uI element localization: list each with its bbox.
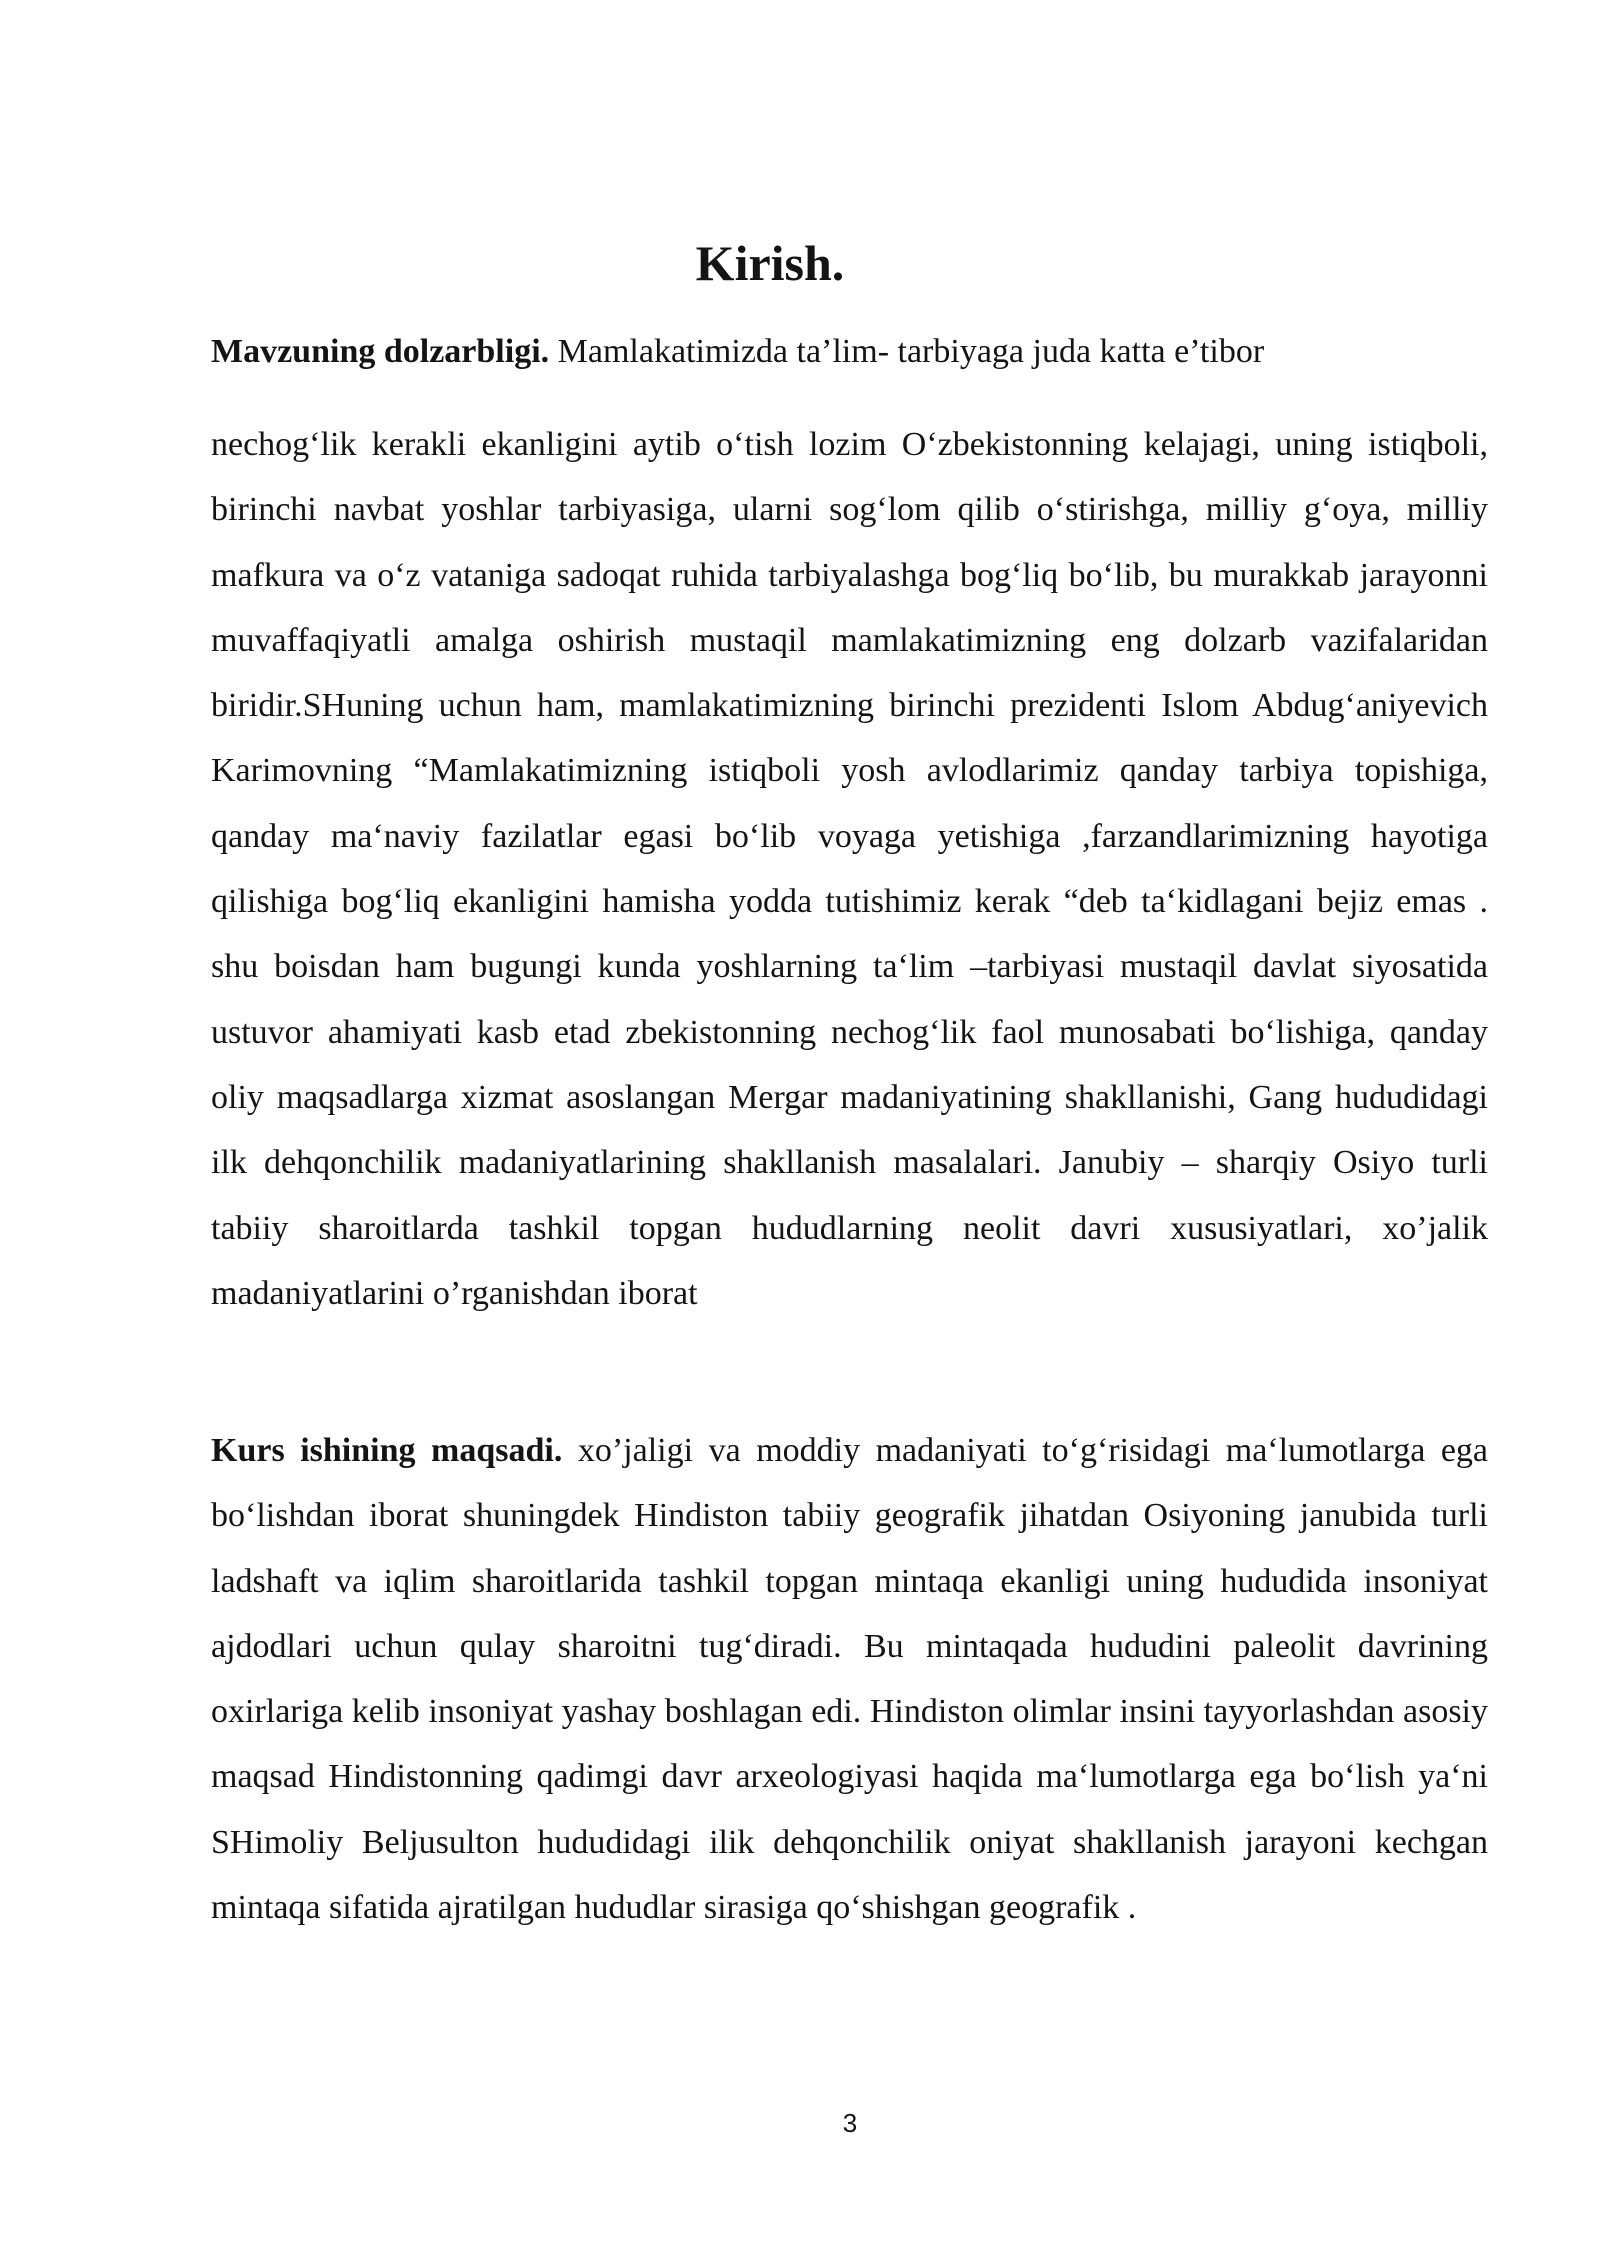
relevance-first-line-text: Mamlakatimizda ta’lim- tarbiyaga juda katta e’tibor — [557, 333, 1265, 370]
relevance-first-line — [211, 322, 1491, 382]
relevance-heading: Mavzuning dolzarbligi. — [211, 333, 550, 370]
relevance-paragraph: nechog‘lik kerakli ekanligini aytib o‘tish lozim O‘zbekistonning kelajagi, uning istiqboli, birinchi navbat yoshlar tarbiyasiga, ularni sog‘lom qilib o‘stirishga, milliy g‘oya, milliy mafkura va o‘z vataniga sadoqat ruhida tarbiyalashga bog‘liq bo‘lib, bu murakkab jarayonni muvaffaqiyatli amalga oshirish mustaqil mamlakatimizning eng dolzarb vazifalaridan biridir.SHuning uchun ham, mamlakatimizning birinchi prezidenti Islom Abdug‘aniyevich Karimovning “Mamlakatimizning istiqboli yosh avlodlarimiz qanday tarbiya topishiga, qanday ma‘naviy fazilatlar egasi bo‘lib voyaga yetishiga ,farzandlarimizning hayotiga qilishiga bog‘liq ekanligini hamisha yodda tutishimiz kerak “deb ta‘kidlagani bejiz emas . shu boisdan ham bugungi kunda yoshlarning ta‘lim –tarbiyasi mustaqil davlat siyosatida ustuvor ahamiyati kasb etad zbekistonning nechog‘lik faol munosabati bo‘lishiga, qanday oliy maqsadlarga xizmat asoslangan Mergar madaniyatining shakllanishi, Gang hududidagi ilk dehqonchilik madaniyatlarining shakllanish masalalari. Janubiy – sharqiy Osiyo turli tabiiy sharoitlarda tashkil topgan hududlarning neolit davri xususiyatlari, xo’jalik madaniyatlarini o’rganishdan iborat — [211, 426, 1488, 1312]
page-number: 3 — [842, 2108, 858, 2138]
goal-heading: Kurs ishining maqsadi. — [211, 1432, 563, 1469]
goal-text: xo’jaligi va moddiy madaniyati to‘g‘risidagi ma‘lumotlarga ega bo‘lishdan iborat shuningdek Hindiston tabiiy geografik jihatdan Osiyoning janubida turli ladshaft va iqlim sharoitlarida tashkil topgan mintaqa ekanligi uning hududida insoniyat ajdodlari uchun qulay sharoitni tug‘diradi. Bu mintaqada hududini paleolit davrining oxirlariga kelib insoniyat yashay boshlagan edi. Hindiston olimlar insini tayyorlashdan asosiy maqsad Hindistonning qadimgi davr arxeologiyasi haqida ma‘lumotlarga ega bo‘lish ya‘ni SHimoliy Beljusulton hududidagi ilik dehqonchilik oniyat shakllanish jarayoni kechgan mintaqa sifatida ajratilgan hududlar sirasiga qo‘shishgan geografik . — [211, 1432, 1489, 1927]
goal-paragraph — [211, 1418, 1488, 1940]
page-title: Kirish. — [695, 235, 845, 291]
